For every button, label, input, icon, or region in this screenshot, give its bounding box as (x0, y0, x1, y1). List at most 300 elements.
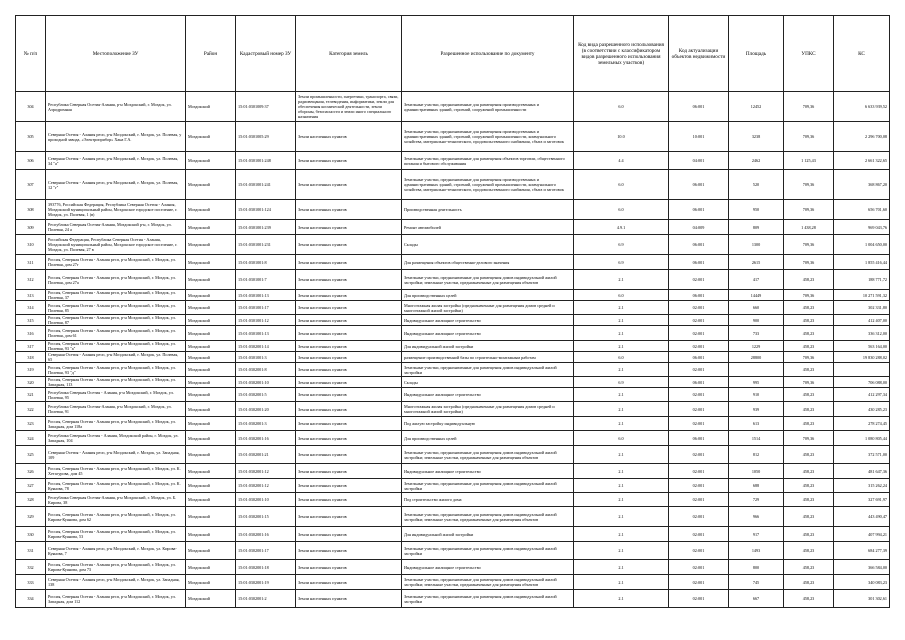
cell-actualization-code: 02:001 (669, 341, 729, 352)
cell-ks: 368 867,20 (834, 170, 890, 200)
cell-district: Моздокский (186, 122, 236, 152)
cell-land-category: Земли населенных пунктов (296, 255, 402, 270)
cell-cadastral-number: 15:01:0301001:241 (236, 170, 296, 200)
cell-ks: 301 302,61 (834, 590, 890, 608)
cell-use-code: 6.0 (574, 170, 669, 200)
cell-actualization-code: 02:001 (669, 527, 729, 542)
cell-location: Россия, Северная Осетия - Алания респ, р-н Моздокский, г. Моздок, ул. Полевая, 93 "д" (46, 363, 186, 377)
cell-actualization-code: 06:001 (669, 431, 729, 446)
cell-actualization-code: 06:001 (669, 235, 729, 255)
cell-land-category: Земли населенных пунктов (296, 479, 402, 493)
cell-land-category: Земли населенных пунктов (296, 377, 402, 388)
cell-number: 330 (16, 527, 46, 542)
cell-upks: 709,36 (784, 431, 834, 446)
cell-use-code: 6.0 (574, 431, 669, 446)
cell-location: Россия, Северная Осетия - Алания респ, р-н Моздокский, г. Моздок, ул. К. Куянова, 78 (46, 479, 186, 493)
cell-ks (834, 363, 890, 377)
cell-permitted-use: Для индивидуальной жилой застройки (402, 527, 574, 542)
cell-use-code: 6.0 (574, 92, 669, 122)
table-row (16, 255, 890, 270)
cell-land-category: Земли населенных пунктов (296, 352, 402, 363)
cell-land-category: Земли населенных пунктов (296, 200, 402, 220)
cell-upks: 458,23 (784, 507, 834, 527)
cell-actualization-code: 02:001 (669, 417, 729, 431)
cell-use-code: 6.0 (574, 290, 669, 301)
cell-district: Моздокский (186, 575, 236, 590)
header-district: Район (186, 16, 236, 92)
cell-permitted-use: Индивидуальное жилищное строительство (402, 560, 574, 575)
cell-land-category: Земли населенных пунктов (296, 417, 402, 431)
cell-actualization-code: 02:001 (669, 301, 729, 315)
cell-cadastral-number: 15:01:0301001:13 (236, 326, 296, 341)
cell-area (729, 363, 784, 377)
cell-permitted-use: Земельные участки, предназначенные для размещения домов индивидуальной жилой застройки; земельные участки, предназначенные для размещения объектов (402, 507, 574, 527)
table-row (16, 507, 890, 527)
table-row (16, 200, 890, 220)
table-row (16, 301, 890, 315)
cell-permitted-use: Земельные участки, предназначенные для размещения производственных и административных зданий, строений, сооружений промышленности, коммунального хозяйства, материально-технического, продовольственного снабжения, сбыта и заготовок (402, 170, 574, 200)
cell-actualization-code: 02:001 (669, 464, 729, 479)
table-row (16, 220, 890, 235)
cell-permitted-use: Земельные участки, предназначенные для размещения домов индивидуальной жилой застройки (402, 542, 574, 560)
cell-location: Северная Осетия - Алания респ, р-н Моздокский, г. Моздок, ул. Западная, 138 (46, 575, 186, 590)
table-row (16, 122, 890, 152)
cell-ks: 315 262,24 (834, 479, 890, 493)
cell-cadastral-number: 15:01:0302001:15 (236, 507, 296, 527)
cell-location: Россия, Северная Осетия - Алания респ, р-н Моздокский, г. Моздок, ул. Полевая, 93 "а" (46, 341, 186, 352)
cell-land-category: Земли населенных пунктов (296, 464, 402, 479)
cell-ks: 278 274,45 (834, 417, 890, 431)
cell-cadastral-number: 15:01:0302001:12 (236, 479, 296, 493)
cell-land-category: Земли населенных пунктов (296, 527, 402, 542)
cell-district: Моздокский (186, 200, 236, 220)
table-row (16, 92, 890, 122)
cell-actualization-code: 02:001 (669, 326, 729, 341)
cell-area: 3238 (729, 122, 784, 152)
cell-upks: 458,23 (784, 363, 834, 377)
cell-cadastral-number: 15:01:0302001:16 (236, 527, 296, 542)
cell-number: 331 (16, 542, 46, 560)
table-row (16, 479, 890, 493)
cell-actualization-code: 02:001 (669, 270, 729, 290)
cell-actualization-code: 06:001 (669, 255, 729, 270)
cell-actualization-code: 06:001 (669, 377, 729, 388)
cell-area: 1300 (729, 235, 784, 255)
cell-upks: 1 438,28 (784, 220, 834, 235)
cell-number: 307 (16, 170, 46, 200)
cell-land-category: Земли населенных пунктов (296, 363, 402, 377)
cell-number: 309 (16, 220, 46, 235)
cell-ks: 2 296 700,08 (834, 122, 890, 152)
cell-use-code: 2.1 (574, 388, 669, 402)
cell-upks: 458,23 (784, 446, 834, 464)
cell-district: Моздокский (186, 402, 236, 417)
cell-number: 308 (16, 200, 46, 220)
cell-upks: 709,36 (784, 92, 834, 122)
table-row (16, 315, 890, 326)
cell-land-category: Земли населенных пунктов (296, 326, 402, 341)
cell-ks: 412 407,00 (834, 315, 890, 326)
cell-ks: 969 043,76 (834, 220, 890, 235)
table-row (16, 352, 890, 363)
cell-number: 328 (16, 493, 46, 507)
cell-ks: 407 994,21 (834, 527, 890, 542)
table-header-row (16, 16, 890, 92)
cell-ks: 1 004 650,00 (834, 235, 890, 255)
cell-location: Россия, Северная Осетия - Алания респ, р-н Моздокский, г. Моздок, ул. Западная, дом 112 (46, 590, 186, 608)
cell-use-code: 6.9 (574, 235, 669, 255)
cell-land-category: Земли населенных пунктов (296, 315, 402, 326)
cell-permitted-use: Многоэтажная жилая застройка (предназначенные для размещения домов средней и многоэтажной жилой застройки) (402, 301, 574, 315)
cell-location: 393776, Российская Федерация, Республика Северная Осетия - Алания, Моздокский муниципальный район, Моздокское городское поселение, г. Моздок, ул. Полевая, 1 (в) (46, 200, 186, 220)
cell-use-code: 2.1 (574, 493, 669, 507)
cell-cadastral-number: 15:01:0301001:239 (236, 220, 296, 235)
cell-cadastral-number: 15:01:0302001:14 (236, 341, 296, 352)
cell-land-category: Земли населенных пунктов (296, 446, 402, 464)
cell-location: Республика Северная Осетия - Алания, Моздокский район, г. Моздок, ул. Западная, 104 (46, 431, 186, 446)
cell-cadastral-number: 15:01:0302001:5 (236, 388, 296, 402)
cell-land-category: Земли населенных пунктов (296, 431, 402, 446)
cell-district: Моздокский (186, 417, 236, 431)
cell-number: 313 (16, 290, 46, 301)
table-row (16, 377, 890, 388)
cell-area: 2462 (729, 152, 784, 170)
cell-ks: 327 691,97 (834, 493, 890, 507)
header-land-category: Категория земель (296, 16, 402, 92)
cell-ks: 2 661 322,65 (834, 152, 890, 170)
cell-area: 910 (729, 388, 784, 402)
cell-cadastral-number: 15:01:0302001:10 (236, 377, 296, 388)
cell-permitted-use: Для индивидуальной жилой застройки (402, 341, 574, 352)
cell-number: 310 (16, 235, 46, 255)
cell-number: 319 (16, 363, 46, 377)
cell-location: Республика Северная Осетия-Алания, р-н Моздокский, г. Моздок, ул. Аэродромная (46, 92, 186, 122)
cell-permitted-use: Многоэтажная жилая застройка (предназначенные для размещения домов средней и многоэтажной жилой застройки) (402, 402, 574, 417)
cell-actualization-code: 02:001 (669, 446, 729, 464)
cell-ks: 188 771,72 (834, 270, 890, 290)
cell-ks: 302 331,80 (834, 301, 890, 315)
cell-upks: 458,23 (784, 417, 834, 431)
table-row (16, 326, 890, 341)
cell-land-category: Земли населенных пунктов (296, 220, 402, 235)
cell-ks: 656 701,60 (834, 200, 890, 220)
cell-district: Моздокский (186, 446, 236, 464)
cell-cadastral-number: 15:01:0301001:12 (236, 315, 296, 326)
cell-area: 28800 (729, 352, 784, 363)
cell-number: 334 (16, 590, 46, 608)
cell-cadastral-number: 15:01:0302001:2 (236, 590, 296, 608)
cell-use-code: 2.1 (574, 590, 669, 608)
cell-actualization-code: 06:001 (669, 352, 729, 363)
cell-area: 950 (729, 200, 784, 220)
table-row (16, 493, 890, 507)
cell-use-code: 2.1 (574, 527, 669, 542)
cell-district: Моздокский (186, 527, 236, 542)
cell-district: Моздокский (186, 92, 236, 122)
cell-use-code: 6.0 (574, 352, 669, 363)
cell-upks: 458,23 (784, 270, 834, 290)
cell-ks: 430 285,23 (834, 402, 890, 417)
cell-cadastral-number: 15:01:0302001:3 (236, 417, 296, 431)
cell-upks: 709,36 (784, 255, 834, 270)
cell-cadastral-number: 15:01:0301001:17 (236, 301, 296, 315)
cell-cadastral-number: 15:01:0302001:16 (236, 431, 296, 446)
cell-land-category: Земли населенных пунктов (296, 575, 402, 590)
cell-location: Российская Федерация, Республика Северная Осетия - Алания, Моздокский муниципальный район, Моздокское городское поселение, г. Моздок, ул. Полевая, 27 в (46, 235, 186, 255)
header-upks: УПКС (784, 16, 834, 92)
cell-location: Россия, Северная Осетия - Алания респ, р-н Моздокский, г. Моздок, ул. Кирова-Куянова, дом 62 (46, 507, 186, 527)
cell-number: 317 (16, 341, 46, 352)
cell-cadastral-number: 15:01:0302001:10 (236, 493, 296, 507)
cell-land-category: Земли промышленности, энергетики, транспорта, связи, радиовещания, телевидения, информатики, земли для обеспечения космической деятельности, земли обороны, безопасности и земли иного специального назначения (296, 92, 402, 122)
cell-location: Россия, Северная Осетия - Алания респ, р-н Моздокский, г. Моздок, ул. Западная, дом 118а (46, 417, 186, 431)
cell-district: Моздокский (186, 493, 236, 507)
cell-district: Моздокский (186, 341, 236, 352)
cell-ks: 10 271 591,32 (834, 290, 890, 301)
cell-number: 323 (16, 417, 46, 431)
cell-number: 324 (16, 431, 46, 446)
cell-area: 688 (729, 479, 784, 493)
table-row (16, 363, 890, 377)
cell-ks: 372 571,00 (834, 446, 890, 464)
cell-use-code: 2.1 (574, 575, 669, 590)
cell-permitted-use: Земельные участки, предназначенные для размещения домов индивидуальной жилой застройки (402, 363, 574, 377)
cell-district: Моздокский (186, 464, 236, 479)
cell-location: Северная Осетия - Алания респ, р-н Моздокский, г. Моздок, ул. Полевая, 34 "а" (46, 152, 186, 170)
cell-number: 326 (16, 464, 46, 479)
cell-actualization-code: 02:001 (669, 507, 729, 527)
cell-ks: 412 297,34 (834, 388, 890, 402)
cell-location: Россия, Северная Осетия - Алания респ, р-н Моздокский, г. Моздок, ул. Кирова-Куянова, дом 73 (46, 560, 186, 575)
table-row (16, 527, 890, 542)
cell-location: Россия, Северная Осетия - Алания респ, р-н Моздокский, г. Моздок, ул. Полевая, 87 (46, 315, 186, 326)
table-row (16, 402, 890, 417)
cell-area: 660 (729, 301, 784, 315)
cell-cadastral-number: 15:01:0301001:3 (236, 352, 296, 363)
cell-permitted-use: Индивидуальное жилищное строительство (402, 315, 574, 326)
cell-land-category: Земли населенных пунктов (296, 402, 402, 417)
cell-land-category: Земли населенных пунктов (296, 235, 402, 255)
cell-upks: 458,23 (784, 493, 834, 507)
cell-cadastral-number: 15:01:0301001:13 (236, 290, 296, 301)
cell-use-code: 2.1 (574, 341, 669, 352)
cell-upks: 458,23 (784, 575, 834, 590)
table-row (16, 446, 890, 464)
cell-location: Республика Северная Осетия-Алания, р-н Моздокский, г. Моздок, ул. Б. Кирова, 38 (46, 493, 186, 507)
cell-use-code: 6.0 (574, 200, 669, 220)
header-actualization-code: Код актуализации объектов недвижимости (669, 16, 729, 92)
cell-ks: 443 490,47 (834, 507, 890, 527)
table-row (16, 590, 890, 608)
cell-use-code: 4.9.1 (574, 220, 669, 235)
table-body (16, 92, 890, 608)
cell-upks: 1 125,43 (784, 152, 834, 170)
cell-number: 321 (16, 388, 46, 402)
cell-land-category: Земли населенных пунктов (296, 122, 402, 152)
cell-district: Моздокский (186, 542, 236, 560)
cell-upks: 709,36 (784, 377, 834, 388)
cell-land-category: Земли населенных пунктов (296, 341, 402, 352)
cell-location: Россия, Северная Осетия - Алания респ, р-н Моздокский, г. Моздок, ул. Полевая, 37 (46, 290, 186, 301)
cell-area: 966 (729, 507, 784, 527)
header-use-code: Код вида разрешенного использования (в соответствии с классификатором видов разрешенного использования земельных участков) (574, 16, 669, 92)
cell-upks: 458,23 (784, 326, 834, 341)
table-row (16, 290, 890, 301)
cell-number: 329 (16, 507, 46, 527)
cell-district: Моздокский (186, 388, 236, 402)
cell-permitted-use: Для размещения объектов общественно-делового значения (402, 255, 574, 270)
cell-upks: 458,23 (784, 464, 834, 479)
cell-use-code: 2.1 (574, 464, 669, 479)
cell-area: 667 (729, 590, 784, 608)
table-row (16, 270, 890, 290)
cell-upks: 458,23 (784, 341, 834, 352)
cell-use-code: 2.1 (574, 479, 669, 493)
cell-upks: 458,23 (784, 402, 834, 417)
cell-upks: 458,23 (784, 479, 834, 493)
cell-permitted-use: Индивидуальное жилищное строительство (402, 388, 574, 402)
cell-permitted-use: Под строительство жилого дома (402, 493, 574, 507)
cell-location: Республика Северная Осетия-Алания, р-н Моздокский, г. Моздок, ул. Полевая, 91 (46, 402, 186, 417)
cell-area: 2615 (729, 255, 784, 270)
cell-district: Моздокский (186, 560, 236, 575)
cell-area: 1229 (729, 341, 784, 352)
cell-land-category: Земли населенных пунктов (296, 560, 402, 575)
cell-actualization-code: 10:001 (669, 122, 729, 152)
table-row (16, 560, 890, 575)
cell-upks: 458,23 (784, 560, 834, 575)
cell-location: Республика Северная Осетия - Алания, р-н Моздокский, г. Моздок, ул. Полевая, 95 (46, 388, 186, 402)
cell-district: Моздокский (186, 170, 236, 200)
cell-number: 311 (16, 255, 46, 270)
cell-actualization-code: 06:001 (669, 290, 729, 301)
cell-actualization-code: 06:001 (669, 92, 729, 122)
table-row (16, 542, 890, 560)
cell-permitted-use: Земельные участки, предназначенные для размещения домов индивидуальной жилой застройки (402, 479, 574, 493)
cell-actualization-code: 02:001 (669, 363, 729, 377)
cell-ks: 706 088,00 (834, 377, 890, 388)
cell-area: 809 (729, 220, 784, 235)
cell-use-code: 6.9 (574, 255, 669, 270)
cell-number: 320 (16, 377, 46, 388)
cell-location: Россия, Северная Осетия - Алания респ, р-н Моздокский, г. Моздок, ул. Полевая, дом 27г (46, 255, 186, 270)
cell-actualization-code: 02:001 (669, 575, 729, 590)
cell-district: Моздокский (186, 255, 236, 270)
cell-permitted-use: Земельные участки, предназначенные для размещения домов индивидуальной жилой застройки (402, 590, 574, 608)
cell-actualization-code: 02:001 (669, 402, 729, 417)
cell-district: Моздокский (186, 377, 236, 388)
cell-number: 306 (16, 152, 46, 170)
cell-upks: 709,36 (784, 290, 834, 301)
cell-permitted-use: Склады (402, 377, 574, 388)
cell-actualization-code: 02:001 (669, 493, 729, 507)
cell-actualization-code: 02:001 (669, 560, 729, 575)
cell-area: 995 (729, 377, 784, 388)
cell-area: 613 (729, 417, 784, 431)
cell-permitted-use: Земельные участки, предназначенные для размещения домов индивидуальной жилой застройки; земельные участки, предназначенные для размещения объектов (402, 446, 574, 464)
cell-number: 327 (16, 479, 46, 493)
header-ks: КС (834, 16, 890, 92)
cell-area: 1050 (729, 464, 784, 479)
cell-area: 14449 (729, 290, 784, 301)
cell-ks: 6 633 939,52 (834, 92, 890, 122)
cell-number: 318 (16, 352, 46, 363)
cell-district: Моздокский (186, 270, 236, 290)
cell-permitted-use: Индивидуальное жилищное строительство (402, 326, 574, 341)
table-row (16, 152, 890, 170)
cell-district: Моздокский (186, 235, 236, 255)
table-row (16, 388, 890, 402)
cell-location: Россия, Северная Осетия - Алания респ, р-н Моздокский, г. Моздок, ул. Полевая, дом 61 (46, 326, 186, 341)
cell-district: Моздокский (186, 152, 236, 170)
cell-land-category: Земли населенных пунктов (296, 590, 402, 608)
cell-land-category: Земли населенных пунктов (296, 542, 402, 560)
cell-land-category: Земли населенных пунктов (296, 170, 402, 200)
table-row (16, 464, 890, 479)
cell-area: 417 (729, 270, 784, 290)
cell-use-code: 2.1 (574, 560, 669, 575)
cell-upks: 458,23 (784, 527, 834, 542)
cell-cadastral-number: 15:01:0301001:124 (236, 200, 296, 220)
cell-cadastral-number: 15:01:0302001:21 (236, 446, 296, 464)
cell-permitted-use: Земельные участки, предназначенные для размещения производственных и административных зданий, строений, сооружений промышленности (402, 92, 574, 122)
cell-upks: 458,23 (784, 301, 834, 315)
cell-upks: 709,36 (784, 200, 834, 220)
cell-land-category: Земли населенных пунктов (296, 507, 402, 527)
table-row (16, 431, 890, 446)
cell-ks: 1 855 416,44 (834, 255, 890, 270)
cell-use-code: 2.1 (574, 363, 669, 377)
cell-district: Моздокский (186, 363, 236, 377)
cell-ks: 336 312,00 (834, 326, 890, 341)
cell-permitted-use: Индивидуальное жилищное строительство (402, 464, 574, 479)
cell-cadastral-number: 15:01:0301005:29 (236, 122, 296, 152)
cell-actualization-code: 06:001 (669, 170, 729, 200)
cell-district: Моздокский (186, 431, 236, 446)
header-cadastral-number: Кадастровый номер ЗУ (236, 16, 296, 92)
table-row (16, 417, 890, 431)
cell-actualization-code: 04:001 (669, 152, 729, 170)
cell-location: Северная Осетия - Алания респ, р-н Моздокский, г. Моздок, ул. Кирова-Куянова, 7 (46, 542, 186, 560)
cell-use-code: 4.4 (574, 152, 669, 170)
cell-ks: 1 080 805,44 (834, 431, 890, 446)
cell-area: 800 (729, 560, 784, 575)
cell-permitted-use: Ремонт автомобилей (402, 220, 574, 235)
cell-cadastral-number: 15:01:0301009:37 (236, 92, 296, 122)
cell-location: Россия, Северная Осетия - Алания респ, р-н Моздокский, г. Моздок, ул. К. Хетагурова, дом 45 (46, 464, 186, 479)
cell-permitted-use: Производственная деятельность (402, 200, 574, 220)
cell-cadastral-number: 15:01:0302001:20 (236, 402, 296, 417)
table-row (16, 341, 890, 352)
header-number: № п/п (16, 16, 46, 92)
cell-upks: 709,36 (784, 235, 834, 255)
cell-use-code: 2.1 (574, 301, 669, 315)
cell-permitted-use: Склады (402, 235, 574, 255)
cell-number: 314 (16, 301, 46, 315)
cell-number: 304 (16, 92, 46, 122)
cell-permitted-use: Под жилую застройку индивидуальную (402, 417, 574, 431)
cell-use-code: 2.1 (574, 326, 669, 341)
cell-area: 900 (729, 315, 784, 326)
cell-land-category: Земли населенных пунктов (296, 493, 402, 507)
cell-upks: 458,23 (784, 315, 834, 326)
header-location: Местоположение ЗУ (46, 16, 186, 92)
cell-area: 1514 (729, 431, 784, 446)
cell-permitted-use: Земельные участки, предназначенные для размещения производственных и административных зданий, строений, сооружений промышленности, коммунального хозяйства, материально-технического, продовольственного снабжения, сбыта и заготовок (402, 122, 574, 152)
cell-location: Северная Осетия - Алания респ, р-н Моздокский, г. Моздок, ул. Полевая, у проходной завода, «Электроприбор» Хана Г.А. (46, 122, 186, 152)
cell-cadastral-number: 15:01:0301001:248 (236, 152, 296, 170)
land-plots-table (15, 15, 890, 608)
